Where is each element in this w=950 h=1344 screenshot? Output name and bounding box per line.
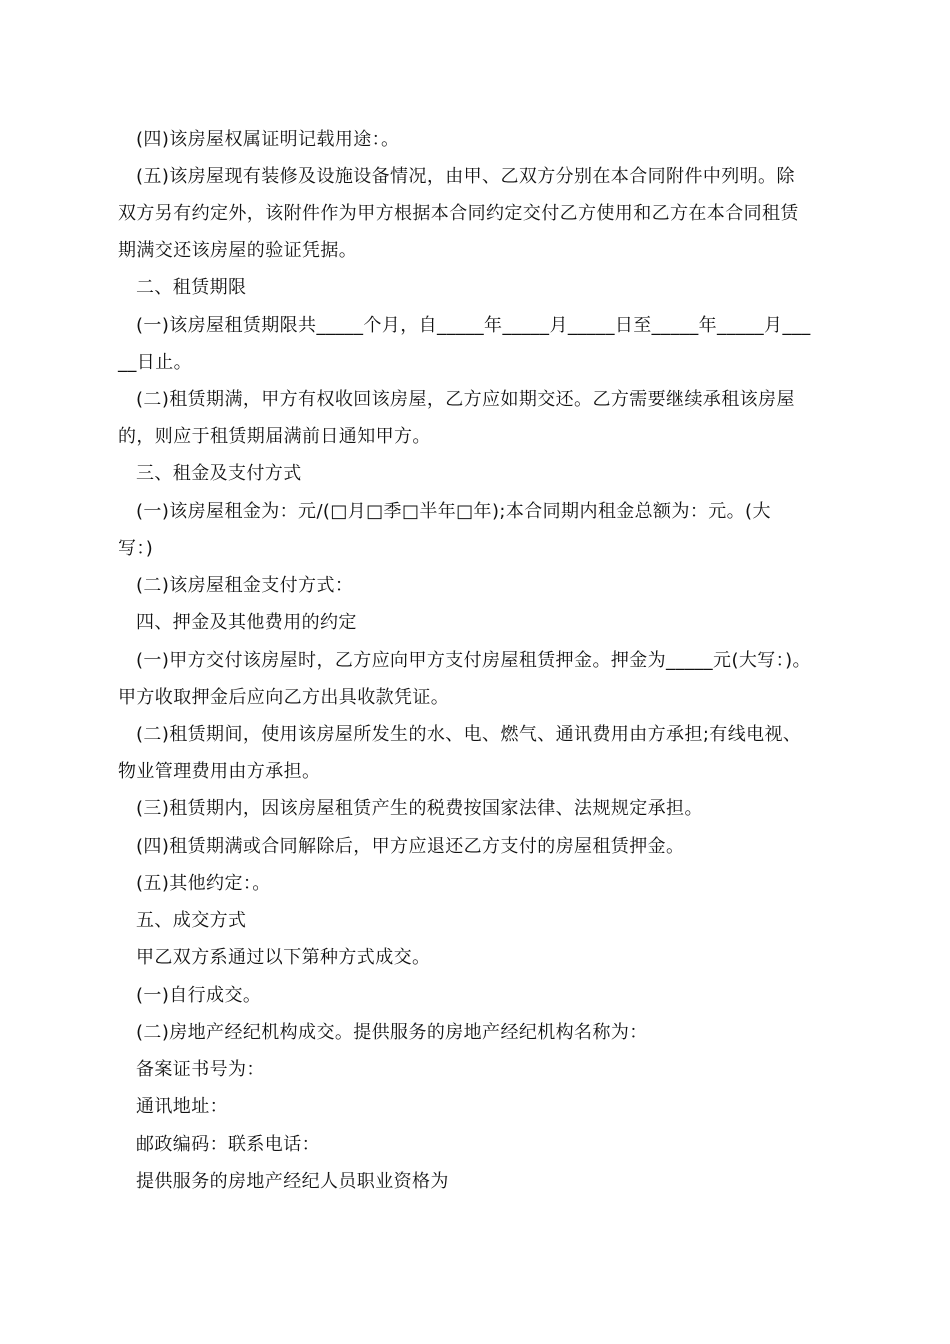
paragraph-line: 写：): [118, 538, 154, 559]
section-heading: 三、租金及支付方式: [136, 463, 302, 484]
paragraph-line: (五)该房屋现有装修及设施设备情况，由甲、乙双方分别在本合同附件中列明。除: [136, 166, 795, 187]
paragraph-line: (五)其他约定：。: [136, 873, 271, 894]
paragraph-line: (二)房地产经纪机构成交。提供服务的房地产经纪机构名称为：: [136, 1022, 648, 1043]
paragraph-line: (二)租赁期满，甲方有权收回该房屋，乙方应如期交还。乙方需要继续承租该房屋: [136, 389, 795, 410]
paragraph-line: __日止。: [118, 352, 192, 373]
paragraph-line: 的，则应于租赁期届满前日通知甲方。: [118, 426, 431, 447]
paragraph-line: 通讯地址：: [136, 1096, 228, 1117]
paragraph-line: 提供服务的房地产经纪人员职业资格为: [136, 1171, 449, 1192]
paragraph-line: (一)自行成交。: [136, 985, 262, 1006]
section-heading: 四、押金及其他费用的约定: [136, 612, 357, 633]
paragraph-line: (一)该房屋租金为：元/(□月□季□半年□年);本合同期内租金总额为：元。(大: [136, 501, 771, 522]
paragraph-line: (一)甲方交付该房屋时，乙方应向甲方支付房屋租赁押金。押金为_____元(大写：)。: [136, 650, 811, 671]
paragraph-line: 备案证书号为：: [136, 1059, 265, 1080]
paragraph-line: (四)租赁期满或合同解除后，甲方应退还乙方支付的房屋租赁押金。: [136, 836, 685, 857]
paragraph-line: (四)该房屋权属证明记载用途：。: [136, 129, 400, 150]
paragraph-line: 甲乙双方系通过以下第种方式成交。: [136, 947, 431, 968]
paragraph-line: 双方另有约定外，该附件作为甲方根据本合同约定交付乙方使用和乙方在本合同租赁: [118, 203, 799, 224]
paragraph-line: (二)该房屋租金支付方式：: [136, 575, 354, 596]
paragraph-line: 邮政编码：联系电话：: [136, 1134, 320, 1155]
paragraph-line: (一)该房屋租赁期限共_____个月，自_____年_____月_____日至_____年_____月___: [136, 315, 811, 336]
paragraph-line: (三)租赁期内，因该房屋租赁产生的税费按国家法律、法规规定承担。: [136, 798, 703, 819]
section-heading: 五、成交方式: [136, 910, 247, 931]
paragraph-line: 甲方收取押金后应向乙方出具收款凭证。: [118, 687, 450, 708]
section-heading: 二、租赁期限: [136, 277, 247, 298]
paragraph-line: (二)租赁期间，使用该房屋所发生的水、电、燃气、通讯费用由方承担;有线电视、: [136, 724, 802, 745]
paragraph-line: 物业管理费用由方承担。: [118, 761, 321, 782]
paragraph-line: 期满交还该房屋的验证凭据。: [118, 240, 358, 261]
